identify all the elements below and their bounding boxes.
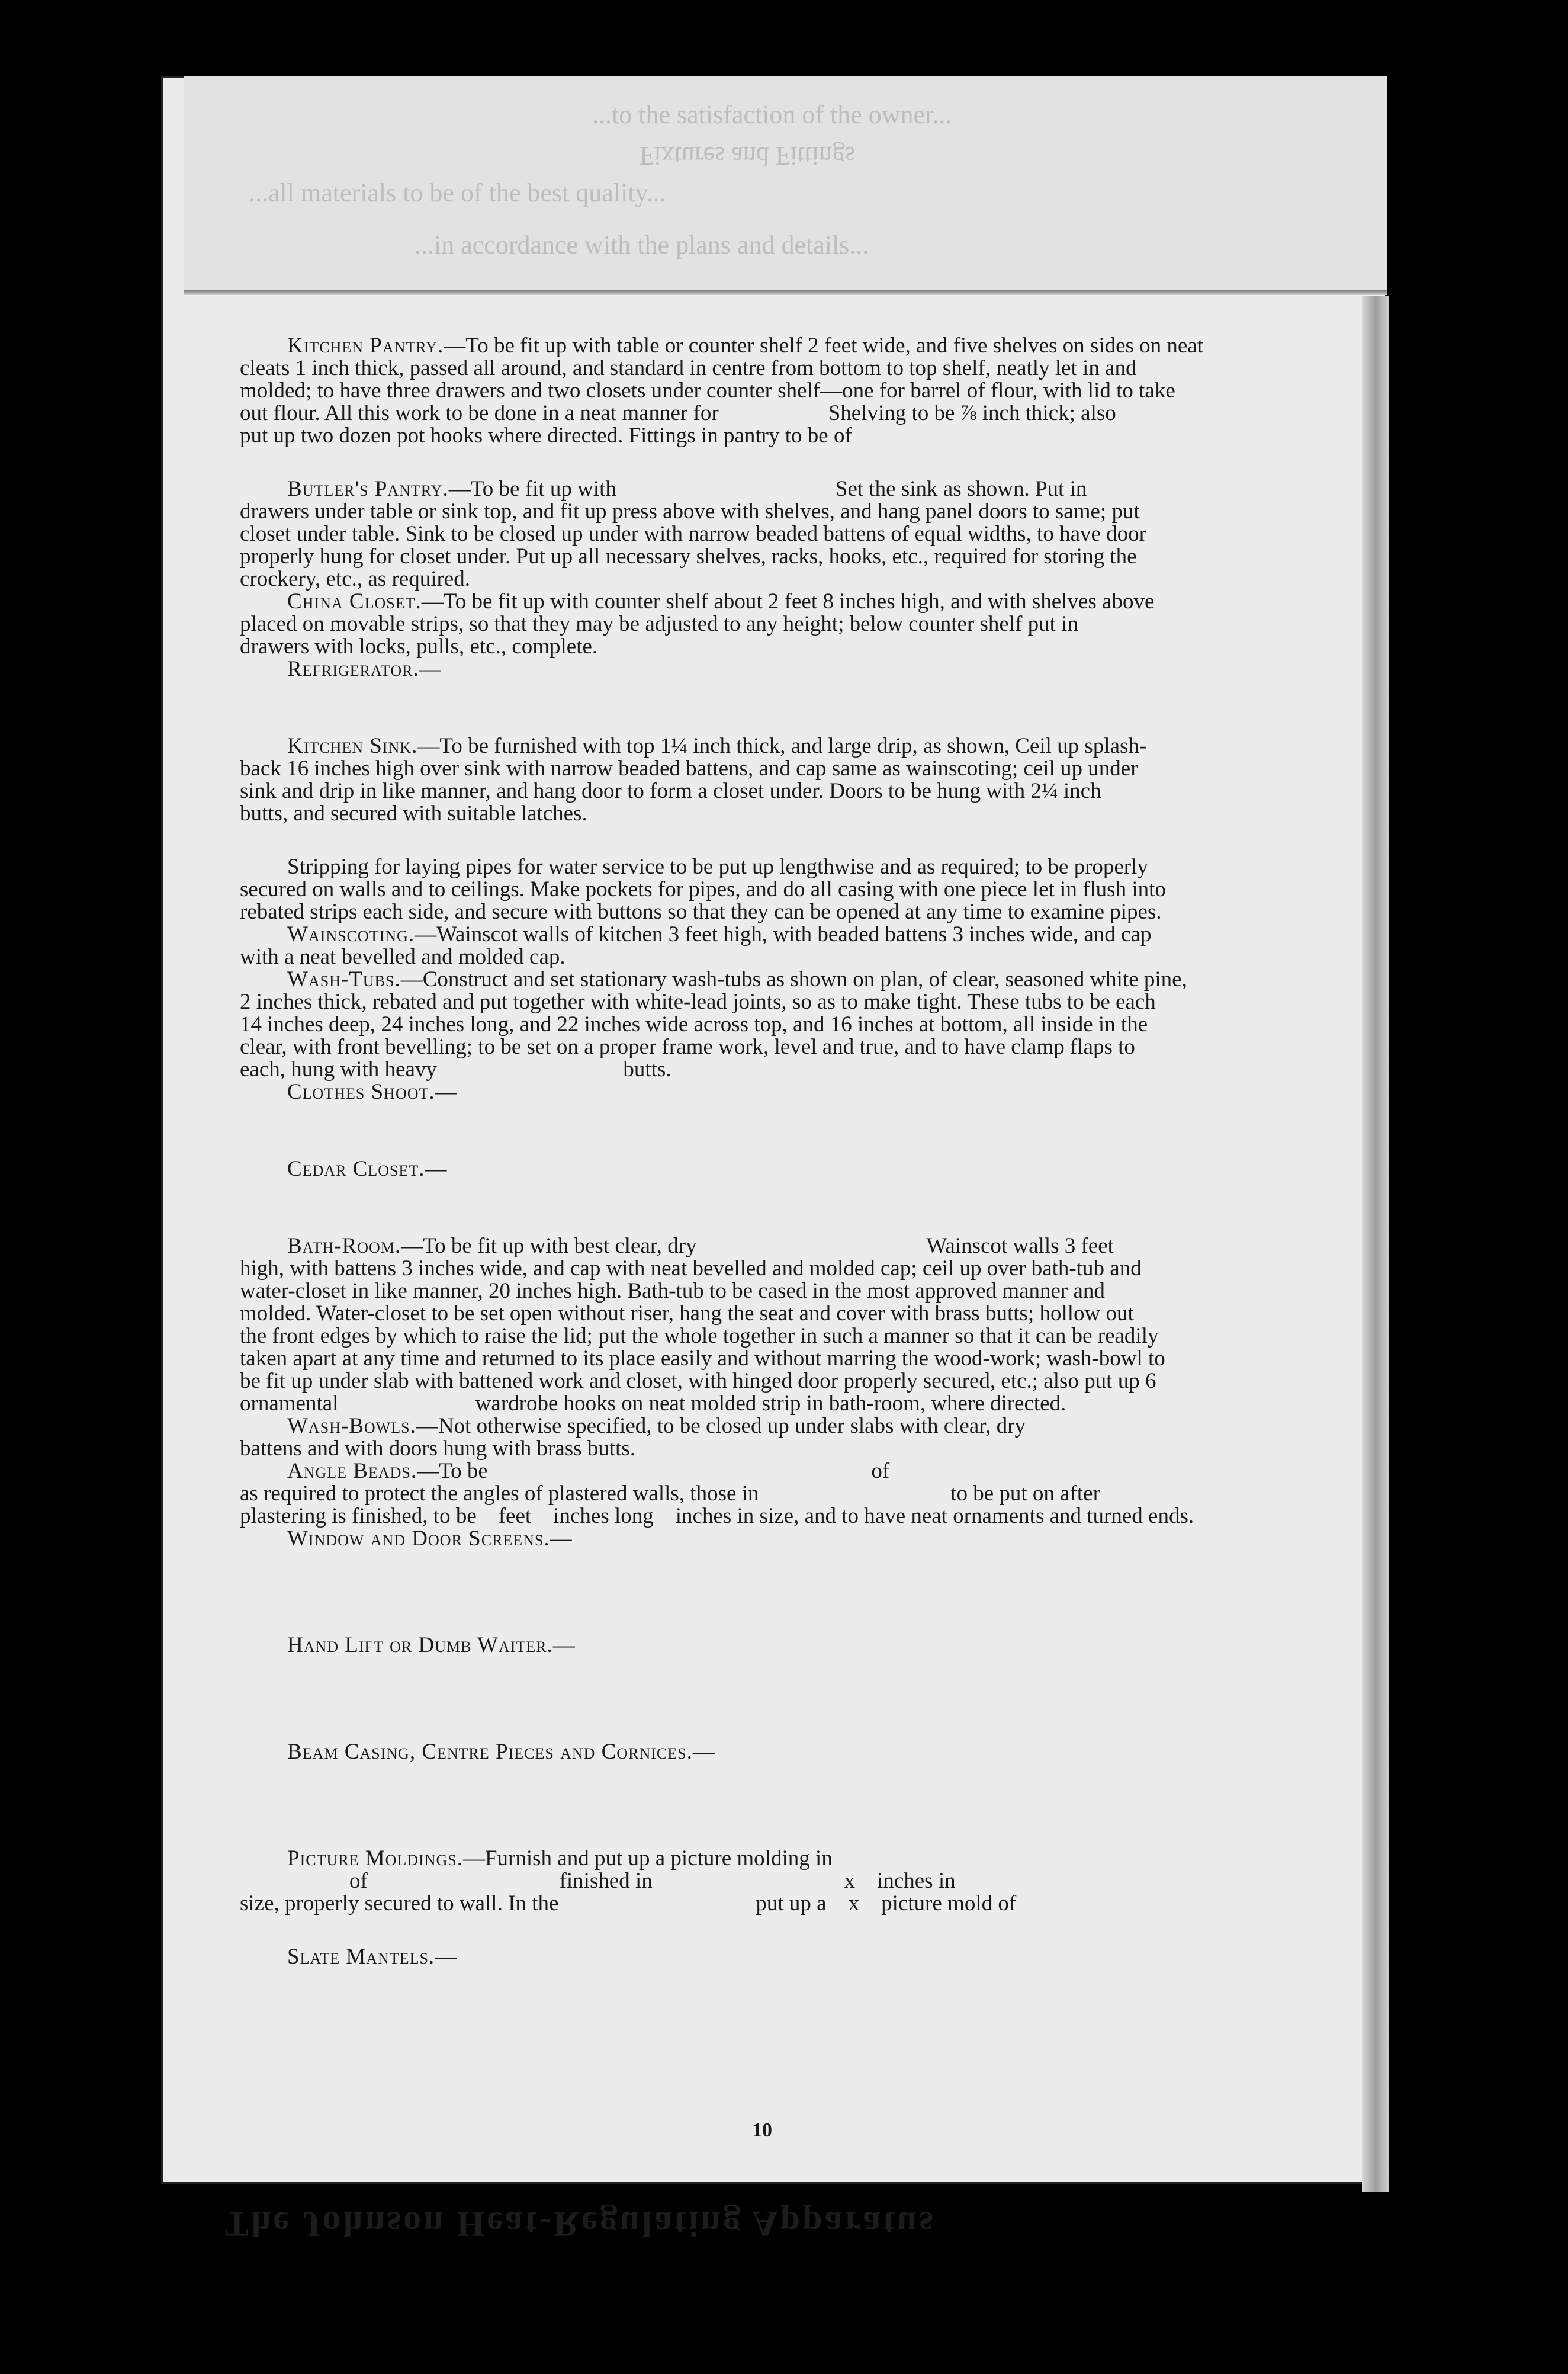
section-wainscoting: Wainscoting.—Wainscot walls of kitchen 3 feet high, with beaded battens 3 inches wide, and cap with a neat bevelled and molded cap.	[240, 922, 1152, 969]
page-number: 10	[752, 2119, 772, 2141]
section-heading: Hand Lift or Dumb Waiter.	[287, 1633, 553, 1657]
section-picture-moldings: Picture Moldings.—Furnish and put up a picture molding in of finished in x inches in size, properly secured to wall. In the put up a x picture mold of	[240, 1846, 1017, 1916]
section-wash-tubs: Wash-Tubs.—Construct and set stationary wash-tubs as shown on plan, of clear, seasoned white pine, 2 inches thick, rebated and put together with white-lead joints, so as to make tight. These tubs to be each 14 inches deep, 24 inches long, and 22 inches wide across top, and 16 inches at bottom, all inside in the clear, with front bevelling; to be set on a proper frame work, level and true, and to have clamp flaps to each, hung with heavy butts.	[240, 967, 1187, 1082]
section-heading: Angle Beads.	[287, 1459, 417, 1483]
section-heading: Picture Moldings.	[287, 1846, 463, 1871]
section-kitchen-sink: Kitchen Sink.—To be furnished with top 1¼ inch thick, and large drip, as shown, Ceil up splash- back 16 inches high over sink with narrow beaded battens, and cap same as wainscoting; ceil up under sink and drip in like manner, and hang door to form a closet under. Doors to be hung with 2¼ inch butts, and secured with suitable latches.	[240, 734, 1147, 826]
specification-text	[240, 335, 1318, 1999]
section-window-door-screens: Window and Door Screens.—	[287, 1526, 572, 1551]
section-wash-bowls: Wash-Bowls.—Not otherwise specified, to be closed up under slabs with clear, dry battens and with doors hung with brass butts.	[240, 1414, 1026, 1461]
section-hand-lift: Hand Lift or Dumb Waiter.—	[287, 1633, 575, 1657]
page-edge	[1362, 296, 1389, 2192]
section-heading: Clothes Shoot.	[287, 1080, 435, 1104]
bleed-text-bottom: The Johnson Heat-Regulating Apparatus	[225, 2205, 936, 2244]
section-stripping: Stripping for laying pipes for water service to be put up lengthwise and as required; to be properly secured on walls and to ceilings. Make pockets for pipes, and do all casing with one piece let in flush into rebated strips each side, and secure with buttons so that they can be opened at any time to examine pipes.	[240, 855, 1166, 924]
section-heading: Refrigerator.	[287, 657, 419, 681]
section-heading: Slate Mantels.	[287, 1945, 435, 1969]
section-heading: Kitchen Sink.	[287, 734, 418, 758]
section-kitchen-pantry: Kitchen Pantry.—To be fit up with table or counter shelf 2 feet wide, and five shelves on sides on neat cleats 1 inch thick, passed all around, and standard in centre from bottom to top shelf, neatly let in and molded; to have three drawers and two closets under counter shelf—one for barrel of flour, with lid to take out flour. All this work to be done in a neat manner for Shelving to be ⅞ inch thick; also put up two dozen pot hooks where directed. Fittings in pantry to be of	[240, 333, 1204, 448]
section-angle-beads: Angle Beads.—To be of as required to protect the angles of plastered walls, those in to be put on after plastering is finished, to be feet inches long inches in size, and to have neat ornaments and turned ends.	[240, 1459, 1194, 1528]
section-beam-casing: Beam Casing, Centre Pieces and Cornices.—	[287, 1740, 715, 1764]
section-butlers-pantry: Butler's Pantry.—To be fit up with Set the sink as shown. Put in drawers under table or sink top, and fit up press above with shelves, and hang panel doors to same; put closet under table. Sink to be closed up under with narrow beaded battens of equal widths, to have door properly hung for closet under. Put up all necessary shelves, racks, hooks, etc., required for storing the crockery, etc., as required.	[240, 477, 1146, 591]
section-china-closet: China Closet.—To be fit up with counter shelf about 2 feet 8 inches high, and with shelves above placed on movable strips, so that they may be adjusted to any height; below counter shelf put in drawers with locks, pulls, etc., complete.	[240, 589, 1155, 659]
section-heading: Beam Casing, Centre Pieces and Cornices.	[287, 1740, 693, 1764]
bleed-text: ...all materials to be of the best quality...	[249, 178, 666, 207]
section-clothes-shoot: Clothes Shoot.—	[287, 1080, 457, 1104]
section-heading: Wash-Tubs.	[287, 967, 401, 992]
section-heading: Wash-Bowls.	[287, 1414, 416, 1438]
section-heading: Cedar Closet.	[287, 1157, 425, 1181]
section-cedar-closet: Cedar Closet.—	[287, 1157, 447, 1181]
bleed-text: ...in accordance with the plans and details...	[415, 230, 869, 259]
section-heading: Kitchen Pantry.	[287, 333, 444, 358]
section-bath-room: Bath-Room.—To be fit up with best clear, dry Wainscot walls 3 feet high, with battens 3 inches wide, and cap with neat bevelled and molded cap; ceil up over bath-tub and water-closet in like manner, 20 inches high. Bath-tub to be cased in the most approved manner and molded. Water-closet to be set open without riser, hang the seat and cover with brass butts; hollow out the front edges by which to raise the lid; put the whole together in such a manner so that it can be readily taken apart at any time and returned to its place easily and without marring the wood-work; wash-bowl to be fit up under slab with battened work and closet, with hinged door properly secured, etc.; also put up 6 ornamental wardrobe hooks on neat molded strip in bath-room, where directed.	[240, 1234, 1165, 1416]
section-heading: Bath-Room.	[287, 1234, 401, 1258]
bleed-text: Fixtures and Fittings	[640, 142, 856, 171]
section-heading: Butler's Pantry.	[287, 477, 449, 501]
section-heading: Wainscoting.	[287, 922, 415, 947]
section-refrigerator: Refrigerator.—	[287, 657, 441, 681]
section-heading: China Closet.	[287, 589, 422, 614]
bleed-text: ...to the satisfaction of the owner...	[592, 100, 952, 129]
flap-edge	[184, 290, 1387, 295]
section-heading: Window and Door Screens.	[287, 1526, 550, 1551]
section-slate-mantels: Slate Mantels.—	[287, 1945, 457, 1969]
